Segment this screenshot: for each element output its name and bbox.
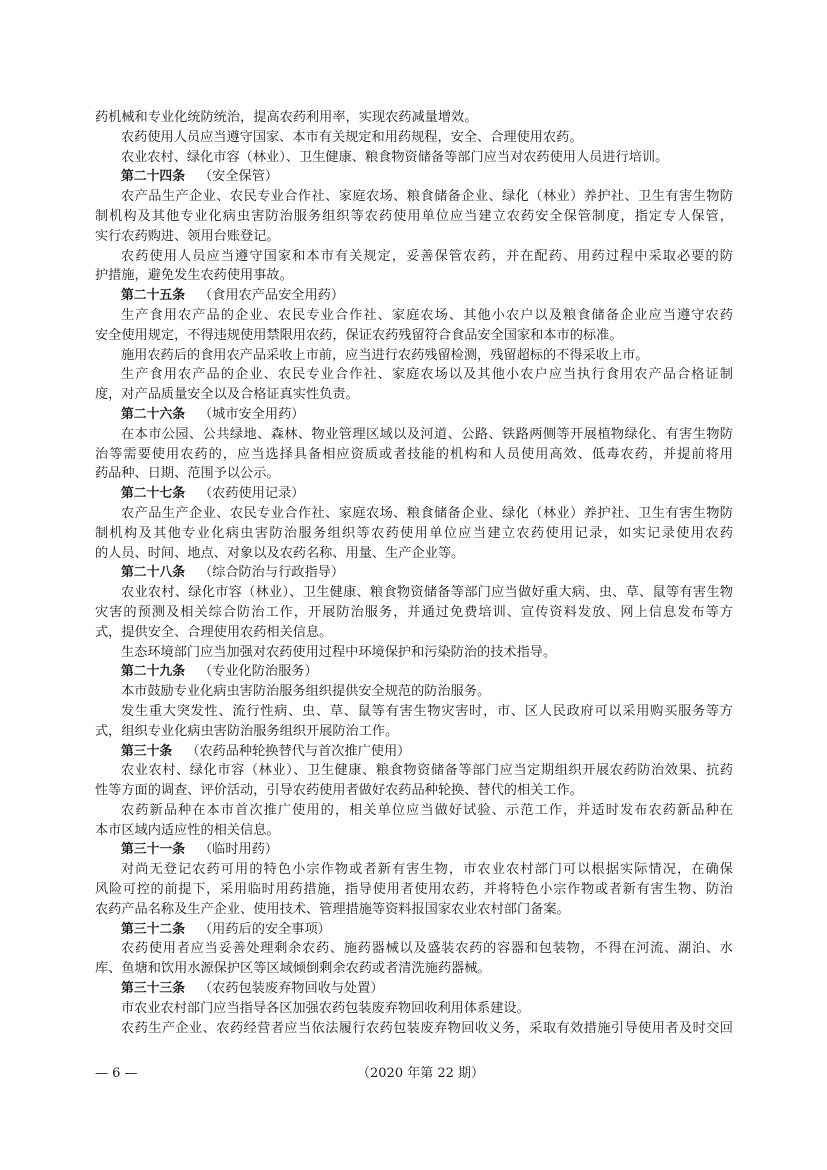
text-line: 农药新品种在本市首次推广使用的，相关单位应当做好试验、示范工作，并适时发布农药新品种在 (121, 802, 733, 818)
text-line: 农产品生产企业、农民专业合作社、家庭农场、粮食储备企业、绿化（林业）养护社、卫生有害生物防 (121, 189, 733, 205)
article-title: （专业化防治服务） (198, 664, 318, 680)
text-line: 农药使用人员应当遵守国家、本市有关规定和用药规程，安全、合理使用农药。 (121, 129, 583, 145)
text-line: 农药使用人员应当遵守国家和本市有关规定，妥善保管农药，并在配药、用药过程中采取必要的防 (121, 248, 733, 264)
text-line: 药品种、日期、范围予以公示。 (95, 466, 280, 482)
article-title: （农药品种轮换替代与首次推广使用） (186, 743, 411, 759)
article-number: 第三十二条 (121, 921, 185, 937)
text-line: 生产食用农产品的企业、农民专业合作社、家庭农场以及其他小农户应当执行食用农产品合格证制 (121, 367, 733, 383)
text-line: 治等需要使用农药的，应当选择具备相应资质或者技能的机构和人员使用高效、低毒农药，并提前将用 (95, 446, 733, 462)
article-heading (95, 979, 733, 999)
document-body (95, 108, 733, 1038)
text-line: 农药使用者应当妥善处理剩余农药、施药器械以及盛装农药的容器和包装物，不得在河流、湖泊、水 (121, 941, 733, 957)
text-line: 本市区域内适应性的相关信息。 (95, 822, 280, 838)
article-title: （农药包装废弃物回收与处置） (198, 981, 384, 997)
article-title: （临时用药） (198, 842, 279, 858)
text-line: 式，组织专业化病虫害防治服务组织开展防治工作。 (95, 723, 399, 739)
article-title: （用药后的安全事项） (198, 921, 331, 937)
text-line: 度，对产品质量安全以及合格证真实性负责。 (95, 387, 359, 403)
text-line: 农业农村、绿化市容（林业）、卫生健康、粮食物资储备等部门应当做好重大病、虫、草、鼠等有害生物 (121, 585, 733, 601)
article-number: 第二十七条 (121, 486, 185, 502)
article-heading (95, 405, 733, 425)
article-number: 第二十五条 (121, 288, 185, 304)
page-footer (95, 1064, 733, 1084)
article-number: 第二十四条 (121, 169, 185, 185)
article-title: （农药使用记录） (198, 486, 305, 502)
text-line: 施用农药后的食用农产品采收上市前，应当进行农药残留检测，残留超标的不得采收上市。 (121, 347, 649, 363)
article-number: 第二十九条 (121, 664, 185, 680)
text-line: 农业农村、绿化市容（林业）、卫生健康、粮食物资储备等部门应当定期组织开展农药防治效果、抗药 (121, 763, 733, 779)
text-line: 式，提供安全、合理使用农药相关信息。 (95, 624, 333, 640)
text-line: 农业农村、绿化市容（林业）、卫生健康、粮食物资储备等部门应当对农药使用人员进行培训。 (121, 149, 669, 165)
text-line: 农产品生产企业、农民专业合作社、家庭农场、粮食储备企业、绿化（林业）养护社、卫生有害生物防 (121, 505, 733, 521)
issue-label: （2020 年第 22 期） (357, 1066, 485, 1081)
article-number: 第三十三条 (121, 981, 185, 997)
article-heading (95, 920, 733, 940)
article-number: 第三十一条 (121, 842, 185, 858)
text-line: 在本市公园、公共绿地、森林、物业管理区域以及河道、公路、铁路两侧等开展植物绿化、有害生物防 (121, 426, 733, 442)
article-number: 第三十条 (121, 743, 173, 759)
text-line: 农药生产企业、农药经营者应当依法履行农药包装废弃物回收义务，采取有效措施引导使用者及时交回 (121, 1020, 733, 1036)
text-line: 对尚无登记农药可用的特色小宗作物或者新有害生物，市农业农村部门可以根据实际情况，在确保 (121, 862, 733, 878)
text-line: 制机构及其他专业化病虫害防治服务组织等农药使用单位应当建立农药使用记录，如实记录使用农药 (95, 525, 733, 541)
text-line: 生产食用农产品的企业、农民专业合作社、家庭农场、其他小农户以及粮食储备企业应当遵守农药 (121, 307, 733, 323)
text-line: 安全使用规定，不得违规使用禁限用农药，保证农药残留符合食品安全国家和本市的标准。 (95, 327, 623, 343)
article-title: （食用农产品安全用药） (198, 288, 345, 304)
text-line: 本市鼓励专业化病虫害防治服务组织提供安全规范的防治服务。 (121, 684, 491, 700)
article-heading (95, 563, 733, 583)
article-heading (95, 840, 733, 860)
text-line: 风险可控的前提下，采用临时用药措施，指导使用者使用农药，并将特色小宗作物或者新有害生物、防治 (95, 882, 733, 898)
text-line: 生态环境部门应当加强对农药使用过程中环境保护和污染防治的技术指导。 (121, 644, 557, 660)
text-line: 灾害的预测及相关综合防治工作，开展防治服务，并通过免费培训、宣传资料发放、网上信息发布等方 (95, 604, 733, 620)
article-heading (95, 742, 733, 762)
article-title: （安全保管） (198, 169, 279, 185)
article-heading (95, 662, 733, 682)
article-title: （城市安全用药） (198, 406, 305, 422)
text-line: 药机械和专业化统防统治，提高农药利用率，实现农药减量增效。 (95, 110, 478, 125)
text-line: 性等方面的调查、评价活动，引导农药使用者做好农药品种轮换、替代的相关工作。 (95, 783, 583, 799)
text-line: 库、鱼塘和饮用水源保护区等区域倾倒剩余农药或者清洗施药器械。 (95, 961, 491, 977)
article-number: 第二十六条 (121, 406, 185, 422)
text-line: 的人员、时间、地点、对象以及农药名称、用量、生产企业等。 (95, 545, 465, 561)
article-number: 第二十八条 (121, 565, 185, 581)
text-line: 制机构及其他专业化病虫害防治服务组织等农药使用单位应当建立农药安全保管制度，指定专人保管， (95, 208, 733, 224)
text-line: 农药产品名称及生产企业、使用技术、管理措施等资料报国家农业农村部门备案。 (95, 901, 570, 917)
text-line: 发生重大突发性、流行性病、虫、草、鼠等有害生物灾害时，市、区人民政府可以采用购买服务等方 (121, 703, 733, 719)
page-number: — 6 — (95, 1066, 138, 1081)
text-line: 实行农药购进、领用台账登记。 (95, 228, 280, 244)
text-line: 市农业农村部门应当指导各区加强农药包装废弃物回收利用体系建设。 (121, 1000, 530, 1016)
text-line: 护措施，避免发生农药使用事故。 (95, 268, 293, 284)
article-title: （综合防治与行政指导） (198, 565, 345, 581)
article-heading (95, 286, 733, 306)
article-heading (95, 484, 733, 504)
article-heading (95, 167, 733, 187)
